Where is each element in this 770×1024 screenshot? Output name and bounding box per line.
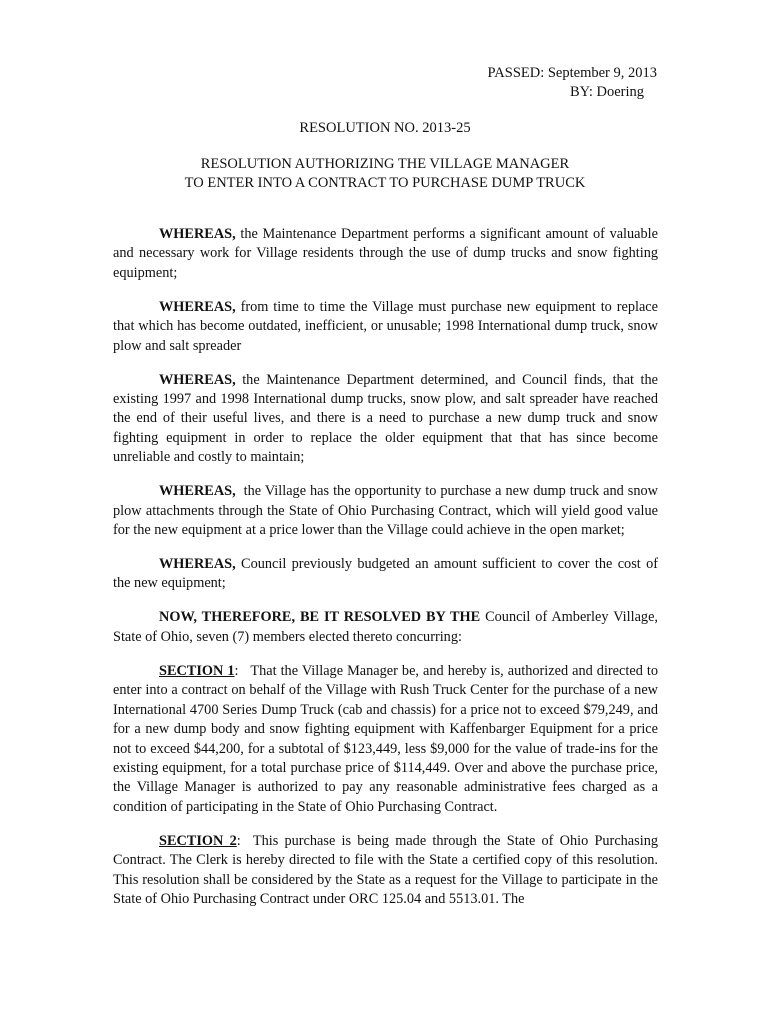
- passed-by: BY: Doering: [570, 84, 644, 100]
- paragraph-lead: WHEREAS,: [159, 226, 236, 242]
- whereas-paragraph-1: [113, 225, 658, 283]
- paragraph-text: Council of Amberley Village, State of Ohio, seven (7) members elected thereto concurring:: [113, 609, 658, 645]
- paragraph-lead: NOW, THEREFORE, BE IT RESOLVED BY THE: [159, 609, 481, 626]
- whereas-paragraph-3: [113, 371, 658, 468]
- paragraph-lead: WHEREAS,: [159, 483, 236, 500]
- resolution-number: RESOLUTION NO. 2013-25: [299, 120, 471, 136]
- paragraph-text: Council previously budgeted an amount sufficient to cover the cost of the new equipment;: [113, 556, 658, 592]
- passed-block: [488, 64, 657, 102]
- resolution-body: [113, 225, 662, 924]
- section-1-paragraph: [113, 662, 662, 817]
- section-2-paragraph: [113, 832, 662, 910]
- passed-date: PASSED: September 9, 2013: [487, 65, 657, 81]
- paragraph-text: : That the Village Manager be, and hereby is, authorized and directed to enter into a contract on behalf of the Village with Rush Truck Center for the purchase of a new International 4700 Series Dump Truck (cab and chassis) for a price not to exceed $79,249, and for a new dump body and snow fighting equipment with Kaffenbarger Equipment for a price not to exceed $44,200, for a subtotal of $123,449, less $9,000 for the value of trade-ins for the existing equipment, for a total purchase price of $114,449. Over and above the purchase price, the Village Manager is authorized to pay any reasonable administrative fees charged as a condition of participating in the State of Ohio Purchasing Contract.: [113, 662, 662, 815]
- section-heading: SECTION 2: [159, 832, 237, 849]
- paragraph-lead: WHEREAS,: [159, 556, 236, 573]
- whereas-paragraph-4: [113, 482, 658, 540]
- resolution-title-line-1: RESOLUTION AUTHORIZING THE VILLAGE MANAGER: [200, 156, 570, 172]
- paragraph-text: from time to time the Village must purchase new equipment to replace that which has become outdated, inefficient, or unusable; 1998 International dump truck, snow plow and salt spreader: [113, 298, 658, 354]
- paragraph-text: the Maintenance Department determined, and Council finds, that the existing 1997 and 1998 International dump trucks, snow plow, and salt spreader have reached the end of their useful lives, and there is a need to purchase a new dump truck and snow fighting equipment in order to replace the older equipment that that has since become unreliable and costly to maintain;: [113, 371, 659, 466]
- resolved-paragraph: [113, 608, 658, 647]
- resolution-title-line-2: TO ENTER INTO A CONTRACT TO PURCHASE DUMP TRUCK: [184, 175, 586, 191]
- whereas-paragraph-2: [113, 298, 658, 356]
- paragraph-text: the Village has the opportunity to purchase a new dump truck and snow plow attachments through the State of Ohio Purchasing Contract, which will yield good value for the new equipment at a price lower than the Village could achieve in the open market;: [113, 483, 658, 539]
- whereas-paragraph-5: [113, 555, 658, 594]
- section-heading: SECTION 1: [159, 662, 235, 679]
- paragraph-text: : This purchase is being made through the State of Ohio Purchasing Contract. The Clerk is hereby directed to file with the State a certified copy of this resolution. This resolution shall be considered by the State as a request for the Village to participate in the State of Ohio Purchasing Contract under ORC 125.04 and 5513.01. The: [113, 832, 662, 907]
- paragraph-text: the Maintenance Department performs a significant amount of valuable and necessary work for Village residents through the use of dump trucks and snow fighting equipment;: [113, 226, 658, 281]
- resolution-title: [0, 155, 770, 193]
- paragraph-lead: WHEREAS,: [159, 371, 236, 388]
- paragraph-lead: WHEREAS,: [159, 298, 236, 315]
